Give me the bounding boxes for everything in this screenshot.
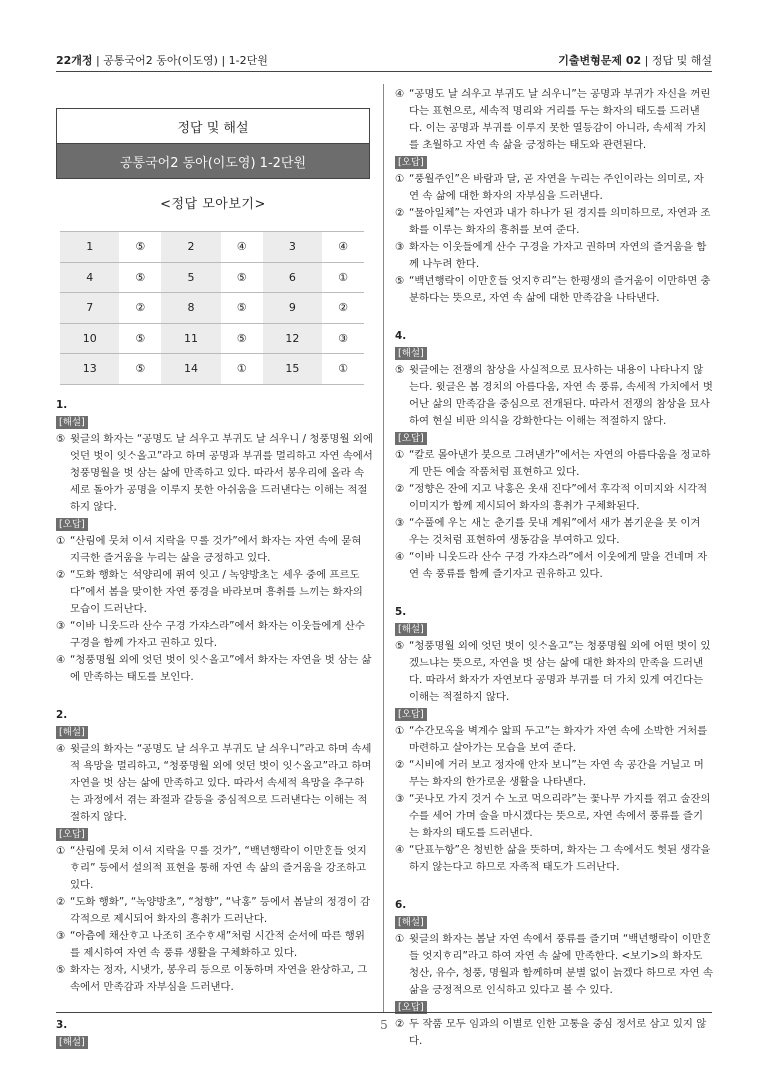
wrong-answer-tag: [오답] (395, 1001, 427, 1014)
wrong-answer-item (395, 842, 713, 876)
wrong-answer-item (56, 928, 374, 962)
answer-number: 10 (60, 323, 119, 354)
wrong-answer-text: “산림에 뭇쳐 이셔 지락을 ᄆᆞ롤 것가”, “백년행락이 이만ᄒᆞᆫ들 엇지ᄒᆞ리” 등에서 설의적 표현을 통해 자연 속 삶의 즐거움을 강조하고 있다. (70, 845, 367, 891)
answer-number: 6 (263, 262, 322, 293)
answer-choice: ⑤ (221, 293, 263, 324)
answer-choice: ① (322, 354, 364, 385)
choice-mark: ④ (395, 551, 405, 563)
answer-number: 1 (60, 232, 119, 263)
wrong-answer-text: “도화 행화”, “녹양방초”, “청향”, “낙홍” 등에서 봄날의 정경이 감각적으로 제시되어 화자의 흥취가 드러난다. (70, 896, 371, 925)
answer-choice: ⑤ (221, 262, 263, 293)
wrong-answer-item (395, 757, 713, 791)
choice-mark: ⑤ (395, 275, 405, 287)
explanation-tag: [해설] (56, 416, 88, 429)
title-main: 정답 및 해설 (56, 108, 370, 144)
explanation-item (56, 741, 374, 826)
table-row (60, 232, 364, 263)
footer-rule (56, 1012, 712, 1013)
wrong-answer-text: “백년행락이 이만ᄒᆞᆫ들 엇지ᄒᆞ리”는 한평생의 즐거움이 이만하면 충분하다는 뜻으로, 자연 속 삶에 대한 만족감을 나타낸다. (409, 275, 711, 304)
wrong-answer-tag: [오답] (56, 518, 88, 531)
wrong-answer-item (395, 205, 713, 239)
wrong-answer-tag: [오답] (395, 708, 427, 721)
explanation-tag: [해설] (56, 726, 88, 739)
choice-mark: ① (395, 725, 405, 737)
wrong-answer-tag: [오답] (395, 156, 427, 169)
question-number: 2. (56, 709, 68, 721)
table-row (60, 262, 364, 293)
header-right (558, 52, 712, 68)
choice-mark: ② (56, 896, 66, 908)
explanation-tag: [해설] (395, 916, 427, 929)
answer-choice: ① (221, 354, 263, 385)
choice-mark: ③ (395, 517, 405, 529)
wrong-answer-text: “시비에 거러 보고 정자애 안자 보니”는 자연 속 공간을 거닐고 머무는 화자의 한가로운 생활을 나타낸다. (409, 759, 704, 788)
title-box (56, 108, 370, 179)
right-column (395, 86, 713, 1050)
explanation-item (395, 638, 713, 706)
choice-mark: ② (56, 569, 66, 581)
wrong-answer-text: “아츰에 채산ᄒᆞ고 나조히 조수ᄒᆞ새”처럼 시간적 순서에 따른 행위를 제시하여 자연 속 풍류 생활을 구체화하고 있다. (70, 930, 365, 959)
answer-choice: ⑤ (119, 354, 161, 385)
answer-choice: ② (119, 293, 161, 324)
answer-number: 12 (263, 323, 322, 354)
answer-choice: ⑤ (221, 323, 263, 354)
header-course: | 공통국어2 동아(이도영) | 1-2단원 (92, 54, 268, 67)
answer-number: 13 (60, 354, 119, 385)
wrong-answer-text: “수풀에 우ᄂᆞᆫ 새ᄂᆞᆫ 춘기를 뭇내 계워”에서 새가 봄기운을 못 이겨 우는 것처럼 표현하여 생동감을 부여하고 있다. (409, 517, 701, 546)
wrong-answer-text: “단표누항”은 청빈한 삶을 뜻하며, 화자는 그 속에서도 헛된 생각을 하지 않는다고 하므로 자족적 태도가 드러난다. (409, 844, 711, 873)
choice-mark: ⑤ (395, 364, 405, 376)
wrong-answer-tag: [오답] (56, 828, 88, 841)
choice-mark: ⑤ (56, 964, 66, 976)
explanation-text: “공명도 날 싀우고 부귀도 날 싀우니”는 공명과 부귀가 자신을 꺼린다는 표현으로, 세속적 명리와 거리를 두는 화자의 태도를 드러낸다. 이는 공명과 부귀를 이루지 못한 열등감이 아니라, 속세적 가치를 초월하고 자연 속 삶을 긍정하는 태도와 관련된다. (409, 88, 711, 151)
explanation-text: 윗글의 화자는 “공명도 날 싀우고 부귀도 날 싀우니 / 청풍명월 외에 엇던 벗이 잇ᄉᆞ올고”라고 하며 공명과 부귀를 멀리하고 자연 속에서 청풍명월을 벗 삼는 삶에 만족하고 있다. 따라서 봉우리에 올라 속세로 돌아가 공명을 이루지 못한 아쉬움을 드러낸다는 이해는 적절하지 않다. (70, 433, 373, 513)
wrong-answer-text: 화자는 정자, 시냇가, 봉우리 등으로 이동하며 자연을 완상하고, 그 속에서 만족감과 자부심을 드러낸다. (70, 964, 368, 993)
choice-mark: ① (56, 845, 66, 857)
table-row (60, 354, 364, 385)
answer-choice: ⑤ (119, 232, 161, 263)
question-number: 3. (56, 1019, 68, 1031)
answer-choice: ① (322, 262, 364, 293)
choice-mark: ① (395, 933, 405, 945)
answer-number: 8 (161, 293, 220, 324)
wrong-answer-item (56, 533, 374, 567)
wrong-answer-item (395, 481, 713, 515)
wrong-answer-text: “칼로 몰아낸가 붓으로 그려낸가”에서는 자연의 아름다움을 정교하게 만든 예술 작품처럼 표현하고 있다. (409, 449, 711, 478)
header-left (56, 52, 268, 68)
explanation-text: 윗글의 화자는 봄날 자연 속에서 풍류를 즐기며 “백년행락이 이만ᄒᆞᆫ들 엇지ᄒᆞ리”라고 하여 자연 속 삶에 만족한다. <보기>의 화자도 청산, 유수, 청풍, 명월과 함께하며 분별 없이 늙겠다 하므로 자연 속 삶을 긍정적으로 인식하고 있다고 볼 수 있다. (409, 933, 713, 996)
wrong-answer-text: “수간모옥을 벽계수 앏픠 두고”는 화자가 자연 속에 소박한 거처를 마련하고 살아가는 모습을 보여 준다. (409, 725, 708, 754)
wrong-answer-item (395, 549, 713, 583)
answer-table (60, 231, 364, 385)
wrong-answer-text: “풍월주인”은 바람과 달, 곧 자연을 누리는 주인이라는 의미로, 자연 속 삶에 대한 화자의 자부심을 드러낸다. (409, 173, 704, 202)
wrong-answer-text: “이바 니웃드라 산수 구경 가쟈스라”에서 이웃에게 말을 건네며 자연 속 풍류를 함께 즐기자고 권유하고 있다. (409, 551, 708, 580)
wrong-answer-item (56, 962, 374, 996)
wrong-answer-text: “청풍명월 외에 엇던 벗이 잇ᄉᆞ올고”에서 화자는 자연을 벗 삼는 삶에 만족하는 태도를 보인다. (70, 654, 372, 683)
explanation-text: “청풍명월 외에 엇던 벗이 잇ᄉᆞ올고”는 청풍명월 외에 어떤 벗이 있겠느냐는 뜻으로, 자연을 벗 삼는 삶에 대한 화자의 만족을 드러낸다. 따라서 화자가 자연보다 공명과 부귀를 더 가치 있게 여긴다는 이해는 적절하지 않다. (409, 640, 711, 703)
table-row (60, 293, 364, 324)
wrong-answer-item (56, 652, 374, 686)
answer-summary-heading: <정답 모아보기> (160, 197, 266, 212)
answer-number: 2 (161, 232, 220, 263)
wrong-answer-tag: [오답] (395, 432, 427, 445)
choice-mark: ② (395, 1018, 405, 1030)
question-number: 6. (395, 899, 407, 911)
explanation-item (395, 931, 713, 999)
answer-number: 9 (263, 293, 322, 324)
wrong-answer-item (56, 618, 374, 652)
choice-mark: ② (395, 207, 405, 219)
choice-mark: ② (395, 759, 405, 771)
explanation-tag: [해설] (395, 623, 427, 636)
answer-choice: ④ (322, 232, 364, 263)
choice-mark: ③ (395, 241, 405, 253)
answer-number: 14 (161, 354, 220, 385)
wrong-answer-item (395, 515, 713, 549)
answer-number: 4 (60, 262, 119, 293)
explanation-tag: [해설] (395, 347, 427, 360)
wrong-answer-item (395, 273, 713, 307)
answer-choice: ⑤ (119, 323, 161, 354)
wrong-answer-text: “이바 니웃드라 산수 구경 가쟈스라”에서 화자는 이웃들에게 산수 구경을 함께 가자고 권하고 있다. (70, 620, 365, 649)
explanation-tag: [해설] (56, 1036, 88, 1049)
choice-mark: ① (56, 535, 66, 547)
wrong-answer-item (56, 567, 374, 618)
explanation-item (56, 431, 374, 516)
question-number: 5. (395, 606, 407, 618)
page-number: 5 (380, 1018, 388, 1032)
choice-mark: ④ (395, 88, 405, 100)
left-column (56, 395, 374, 1051)
table-row (60, 323, 364, 354)
choice-mark: ① (395, 173, 405, 185)
answer-choice: ⑤ (119, 262, 161, 293)
wrong-answer-item (56, 843, 374, 894)
choice-mark: ③ (395, 793, 405, 805)
answer-choice: ④ (221, 232, 263, 263)
wrong-answer-text: 화자는 이웃들에게 산수 구경을 가자고 권하며 자연의 즐거움을 함께 나누려 한다. (409, 241, 707, 270)
choice-mark: ③ (56, 930, 66, 942)
header-problem-set: 기출변형문제 02 (558, 54, 642, 67)
choice-mark: ② (395, 483, 405, 495)
choice-mark: ④ (56, 743, 66, 755)
answer-number: 3 (263, 232, 322, 263)
question-number: 1. (56, 399, 68, 411)
wrong-answer-item (395, 447, 713, 481)
answer-number: 15 (263, 354, 322, 385)
wrong-answer-text: “물아일체”는 자연과 내가 하나가 된 경지를 의미하므로, 자연과 조화를 이루는 화자의 흥취를 보여 준다. (409, 207, 711, 236)
choice-mark: ⑤ (395, 640, 405, 652)
answer-choice: ③ (322, 323, 364, 354)
answer-number: 11 (161, 323, 220, 354)
header-section: | 정답 및 해설 (641, 54, 712, 67)
column-divider (383, 84, 384, 1012)
wrong-answer-text: “정향은 잔에 지고 낙홍은 옷새 진다”에서 후각적 이미지와 시각적 이미지가 함께 제시되어 화자의 흥취가 구체화된다. (409, 483, 708, 512)
answer-number: 7 (60, 293, 119, 324)
wrong-answer-item (395, 239, 713, 273)
explanation-item (395, 86, 713, 154)
choice-mark: ① (395, 449, 405, 461)
choice-mark: ④ (395, 844, 405, 856)
wrong-answer-item (56, 894, 374, 928)
answer-choice: ② (322, 293, 364, 324)
explanation-text: 윗글의 화자는 “공명도 날 싀우고 부귀도 날 싀우니”라고 하며 속세적 욕망을 멀리하고, “청풍명월 외에 엇던 벗이 잇ᄉᆞ올고”라고 하며 자연을 벗 삼는 삶에 만족하고 있다. 따라서 속세적 욕망을 추구하는 과정에서 겪는 좌절과 갈등을 중심적으로 드러낸다는 이해는 적절하지 않다. (70, 743, 372, 823)
choice-mark: ⑤ (56, 433, 66, 445)
question-number: 4. (395, 330, 407, 342)
explanation-item (395, 362, 713, 430)
header-edition: 22개정 (56, 54, 93, 67)
title-course: 공통국어2 동아(이도영) 1-2단원 (56, 144, 370, 179)
wrong-answer-item (395, 723, 713, 757)
wrong-answer-text: “도화 행화ᄂᆞᆫ 석양리에 퓌여 잇고 / 녹양방초ᄂᆞᆫ 세우 중에 프르도다”에서 봄을 맞이한 자연 풍경을 바라보며 흥취를 느끼는 화자의 모습이 드러난다. (70, 569, 363, 615)
explanation-text: 윗글에는 전쟁의 참상을 사실적으로 묘사하는 내용이 나타나지 않는다. 윗글은 봄 경치의 아름다움, 자연 속 풍류, 속세적 가치에서 벗어난 삶의 만족감을 중심으로 전개된다. 따라서 전쟁의 참상을 묘사하여 현실 비판 의식을 강화한다는 이해는 적절하지 않다. (409, 364, 713, 427)
wrong-answer-item (395, 791, 713, 842)
answer-number: 5 (161, 262, 220, 293)
wrong-answer-item (395, 171, 713, 205)
wrong-answer-text: “곳나모 가지 것거 수 노코 먹으리라”는 꽃나무 가지를 꺾고 술잔의 수를 세어 가며 술을 마시겠다는 뜻으로, 자연 속에서 풍류를 즐기는 화자의 태도를 드러낸다. (409, 793, 711, 839)
wrong-answer-text: 두 작품 모두 임과의 이별로 인한 고통을 중심 정서로 삼고 있지 않다. (409, 1018, 707, 1047)
choice-mark: ④ (56, 654, 66, 666)
header-rule (56, 71, 712, 72)
wrong-answer-text: “산림에 뭇쳐 이셔 지락을 ᄆᆞ롤 것가”에서 화자는 자연 속에 묻혀 지극한 즐거움을 누리는 삶을 긍정하고 있다. (70, 535, 362, 564)
choice-mark: ③ (56, 620, 66, 632)
